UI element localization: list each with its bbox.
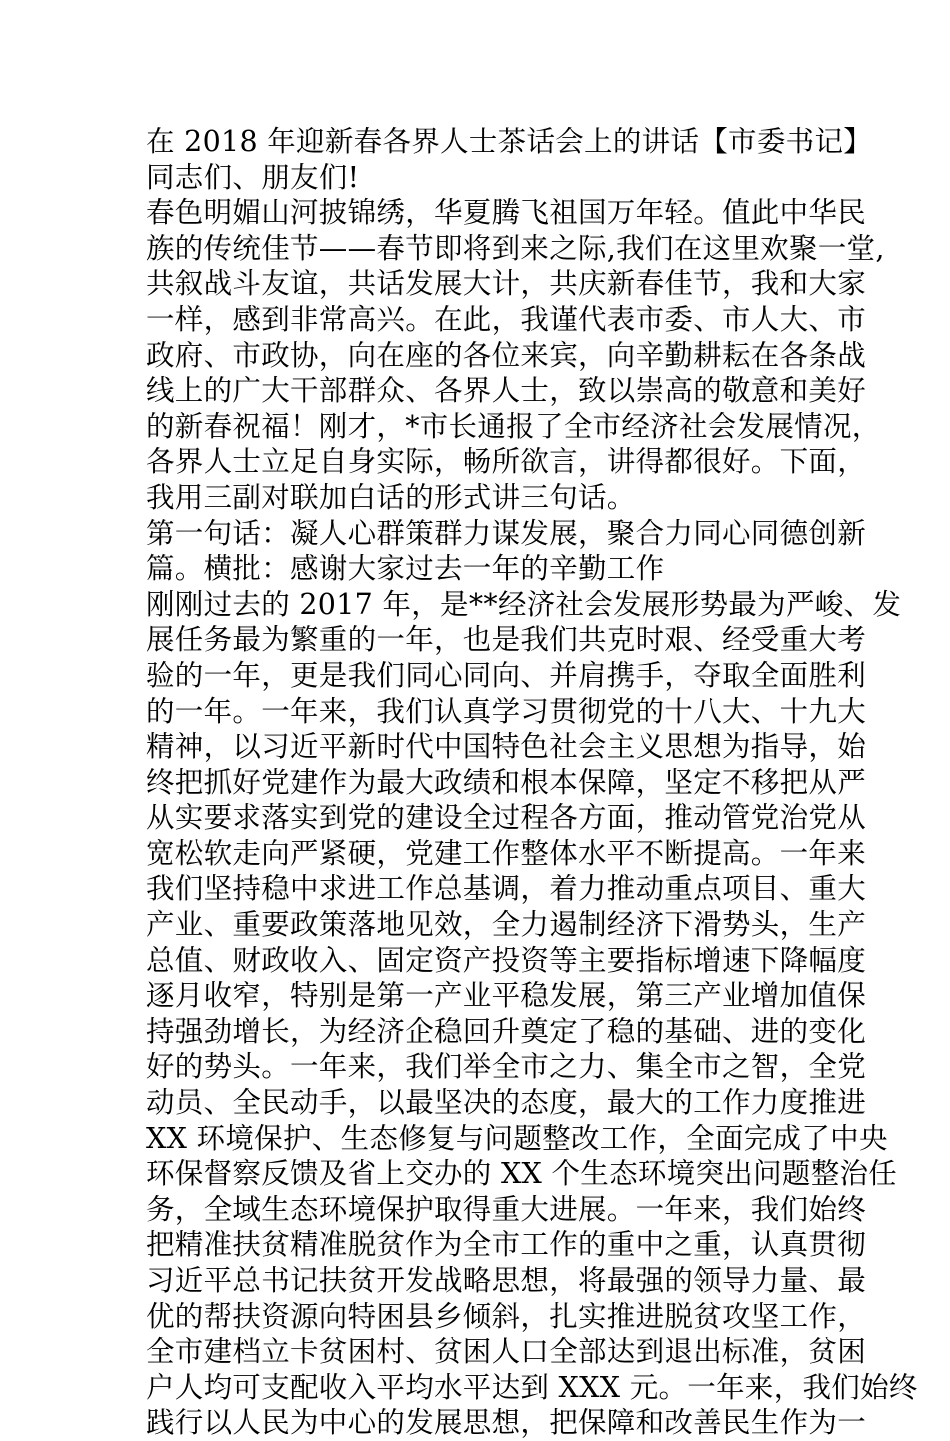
text-line: 春色明媚山河披锦绣，华夏腾飞祖国万年轻。值此中华民 (146, 196, 867, 230)
text-line: 从实要求落实到党的建设全过程各方面，推动管党治党从 (146, 801, 867, 835)
section-heading-line: 第一句话：凝人心群策群力谋发展，聚合力同心同德创新 (146, 516, 867, 550)
text-line: 的一年。一年来，我们认真学习贯彻党的十八大、十九大 (146, 694, 867, 728)
section-heading-line: 篇。横批：感谢大家过去一年的辛勤工作 (146, 552, 665, 586)
text-line: 展任务最为繁重的一年，也是我们共克时艰、经受重大考 (146, 623, 867, 657)
text-line: 共叙战斗友谊，共话发展大计，共庆新春佳节，我和大家 (146, 267, 867, 301)
document-title: 在 2018 年迎新春各界人士茶话会上的讲话【市委书记】 (146, 125, 873, 158)
text-line: 的新春祝福！刚才，*市长通报了全市经济社会发展情况， (146, 409, 881, 443)
text-line: 习近平总书记扶贫开发战略思想，将最强的领导力量、最 (146, 1264, 867, 1297)
text-line: 宽松软走向严紧硬，党建工作整体水平不断提高。一年来 (146, 836, 867, 870)
text-line: 把精准扶贫精准脱贫作为全市工作的重中之重，认真贯彻 (146, 1228, 867, 1262)
text-line: 逐月收窄，特别是第一产业平稳发展，第三产业增加值保 (146, 979, 867, 1013)
text-line: 户人均可支配收入平均水平达到 XXX 元。一年来，我们始终 (146, 1370, 918, 1404)
text-line: 政府、市政协，向在座的各位来宾，向辛勤耕耘在各条战 (146, 338, 867, 372)
text-line: 好的势头。一年来，我们举全市之力、集全市之智，全党 (146, 1050, 867, 1084)
text-line: 族的传统佳节——春节即将到来之际,我们在这里欢聚一堂, (146, 231, 885, 265)
text-line: 产业、重要政策落地见效，全力遏制经济下滑势头，生产 (146, 908, 867, 942)
text-line: 优的帮扶资源向特困县乡倾斜，扎实推进脱贫攻坚工作， (146, 1299, 867, 1333)
text-line: 验的一年，更是我们同心同向、并肩携手，夺取全面胜利 (146, 658, 867, 692)
text-line: 线上的广大干部群众、各界人士，致以崇高的敬意和美好 (146, 374, 867, 408)
text-line: XX 环境保护、生态修复与问题整改工作，全面完成了中央 (146, 1121, 888, 1155)
text-line: 我用三副对联加白话的形式讲三句话。 (146, 480, 636, 514)
text-line: 践行以人民为中心的发展思想，把保障和改善民生作为一 (146, 1406, 867, 1440)
text-line: 总值、财政收入、固定资产投资等主要指标增速下降幅度 (146, 943, 867, 977)
text-line: 一样，感到非常高兴。在此，我谨代表市委、市人大、市 (146, 302, 867, 336)
text-line: 动员、全民动手，以最坚决的态度，最大的工作力度推进 (146, 1086, 867, 1120)
salutation: 同志们、朋友们! (146, 160, 360, 194)
text-line: 持强劲增长，为经济企稳回升奠定了稳的基础、进的变化 (146, 1014, 867, 1048)
text-line: 终把抓好党建作为最大政绩和根本保障，坚定不移把从严 (146, 765, 867, 799)
text-line: 环保督察反馈及省上交办的 XX 个生态环境突出问题整治任 (146, 1157, 898, 1191)
text-line: 全市建档立卡贫困村、贫困人口全部达到退出标准，贫困 (146, 1335, 867, 1369)
text-line: 务，全域生态环境保护取得重大进展。一年来，我们始终 (146, 1192, 867, 1226)
text-line: 精神，以习近平新时代中国特色社会主义思想为指导，始 (146, 730, 867, 764)
text-line: 刚刚过去的 2017 年，是**经济社会发展形势最为严峻、发 (146, 587, 902, 621)
text-line: 我们坚持稳中求进工作总基调，着力推动重点项目、重大 (146, 872, 867, 906)
document-body (146, 124, 918, 1441)
text-line: 各界人士立足自身实际，畅所欲言，讲得都很好。下面， (146, 445, 867, 479)
